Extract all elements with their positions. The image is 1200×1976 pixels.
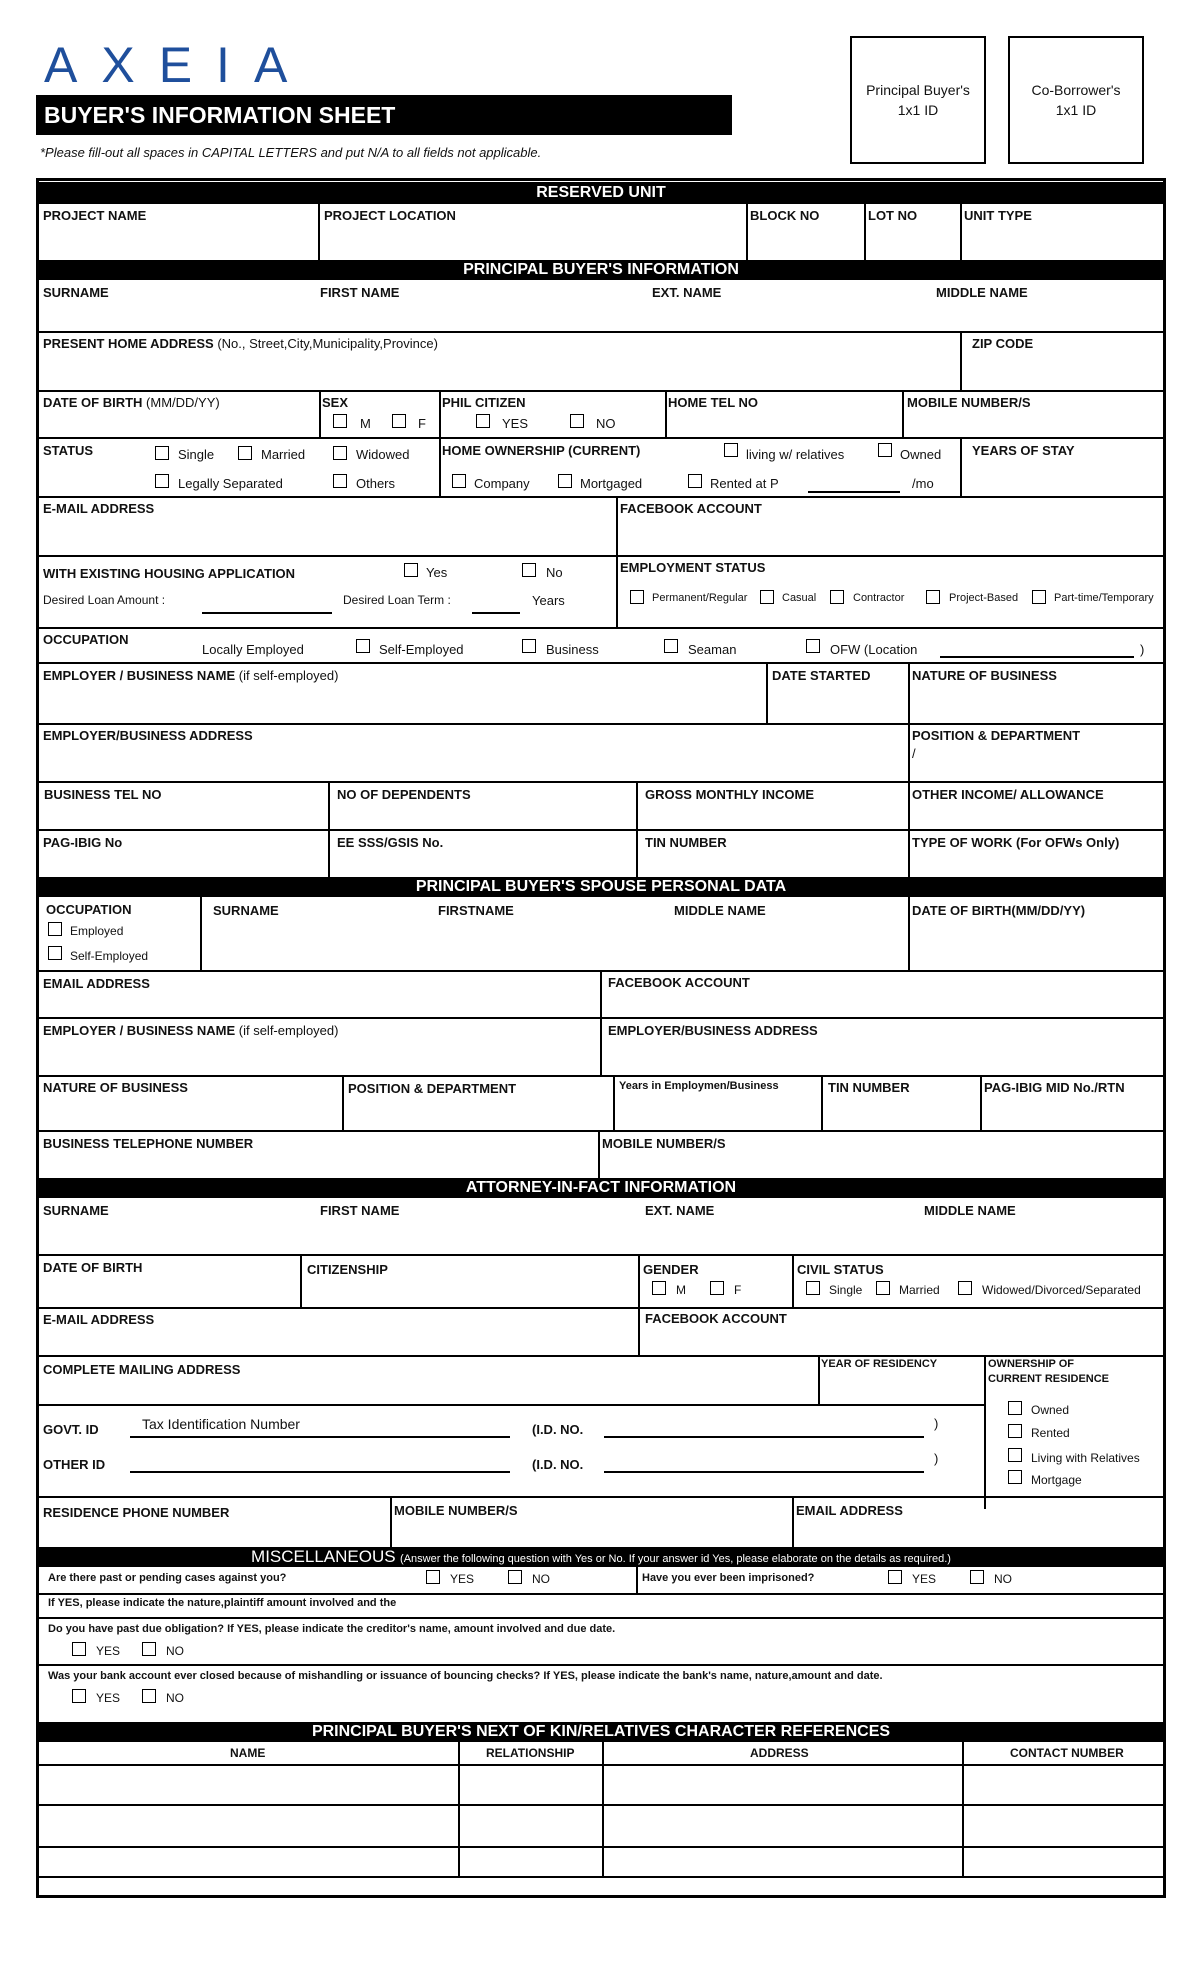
spouse-employed-label: Employed <box>70 924 124 938</box>
facebook-account-field[interactable]: FACEBOOK ACCOUNT <box>620 501 762 516</box>
residence-living-checkbox[interactable] <box>1008 1448 1022 1462</box>
home-tel-field[interactable]: HOME TEL NO <box>668 395 759 410</box>
per-month-label: /mo <box>912 476 934 491</box>
past-due-yes-label: YES <box>96 1644 121 1658</box>
occupation-business-checkbox[interactable] <box>522 639 536 653</box>
position-department-field[interactable]: POSITION & DEPARTMENT <box>912 728 1081 743</box>
citizen-yes-checkbox[interactable] <box>476 414 490 428</box>
spouse-employer-address-field[interactable]: EMPLOYER/BUSINESS ADDRESS <box>608 1023 818 1038</box>
spouse-years-employment-field[interactable]: Years in Employmen/Business <box>619 1080 779 1092</box>
photo-box-label: Principal Buyer's <box>866 82 970 98</box>
civil-single-label: Single <box>829 1283 863 1297</box>
section-reserved-unit: RESERVED UNIT <box>36 182 1166 204</box>
occupation-label: OCCUPATION <box>43 632 129 647</box>
ownership-owned-label: Owned <box>900 447 942 462</box>
sex-m-label: M <box>360 416 371 431</box>
other-id-line[interactable] <box>130 1471 510 1473</box>
cases-details-note: If YES, please indicate the nature,plaintiff amount involved and the <box>48 1597 397 1609</box>
attorney-facebook-field[interactable]: FACEBOOK ACCOUNT <box>645 1311 787 1326</box>
dependents-field[interactable]: NO OF DEPENDENTS <box>337 787 471 802</box>
employer-address-field[interactable]: EMPLOYER/BUSINESS ADDRESS <box>43 728 253 743</box>
form-instructions: *Please fill-out all spaces in CAPITAL LETTERS and put N/A to all fields not applicable. <box>40 145 542 160</box>
gross-income-field[interactable]: GROSS MONTHLY INCOME <box>645 787 815 802</box>
status-single-checkbox[interactable] <box>155 446 169 460</box>
status-legally-separated-label: Legally Separated <box>178 476 283 491</box>
spouse-mobile-field[interactable]: MOBILE NUMBER/S <box>602 1136 726 1151</box>
emp-permanent-checkbox[interactable] <box>630 590 644 604</box>
citizen-no-checkbox[interactable] <box>570 414 584 428</box>
residence-owned-label: Owned <box>1031 1403 1070 1417</box>
section-miscellaneous: MISCELLANEOUS (Answer the following question with Yes or No. If your answer id Yes, please elaborate on the details as required.) <box>36 1547 1166 1567</box>
emp-project-label: Project-Based <box>949 592 1019 604</box>
attorney-surname-field[interactable]: SURNAME <box>43 1203 109 1218</box>
surname-field[interactable]: SURNAME <box>43 285 109 300</box>
attorney-middle-name-field[interactable]: MIDDLE NAME <box>924 1203 1016 1218</box>
cases-yes-label: YES <box>450 1572 475 1586</box>
ofw-location-line[interactable] <box>940 656 1134 658</box>
business-tel-field[interactable]: BUSINESS TEL NO <box>44 787 162 802</box>
section-spouse: PRINCIPAL BUYER'S SPOUSE PERSONAL DATA <box>36 877 1166 897</box>
residence-rented-label: Rented <box>1031 1426 1070 1440</box>
residence-owned-checkbox[interactable] <box>1008 1401 1022 1415</box>
kin-row-2[interactable] <box>36 1846 1166 1848</box>
sss-gsis-field[interactable]: EE SSS/GSIS No. <box>337 835 444 850</box>
residence-living-label: Living with Relatives <box>1031 1451 1140 1465</box>
spouse-surname-field[interactable]: SURNAME <box>213 903 279 918</box>
sex-f-checkbox[interactable] <box>392 414 406 428</box>
misc-question-bank: Was your bank account ever closed because of mishandling or issuance of bouncing checks? If YES, please indicate the bank's name, nature,amount and date. <box>48 1670 883 1682</box>
status-single-label: Single <box>178 447 215 462</box>
housing-app-no-label: No <box>546 565 563 580</box>
spouse-pagibig-field[interactable]: PAG-IBIG MID No./RTN <box>984 1080 1125 1095</box>
co-borrower-photo-box[interactable] <box>1008 36 1144 164</box>
attorney-gender-f-checkbox[interactable] <box>710 1281 724 1295</box>
attorney-gender-f-label: F <box>734 1283 742 1297</box>
emp-project-checkbox[interactable] <box>926 590 940 604</box>
home-ownership-label: HOME OWNERSHIP (CURRENT) <box>442 443 641 458</box>
civil-married-checkbox[interactable] <box>876 1281 890 1295</box>
photo-box-size: 1x1 ID <box>1055 102 1097 118</box>
emp-contractor-label: Contractor <box>853 592 905 604</box>
attorney-dob-field[interactable]: DATE OF BIRTH <box>43 1260 143 1275</box>
kin-relationship-header: RELATIONSHIP <box>486 1746 575 1760</box>
emp-permanent-label: Permanent/Regular <box>652 592 748 604</box>
spouse-business-tel-field[interactable]: BUSINESS TELEPHONE NUMBER <box>43 1136 254 1151</box>
position-slash: / <box>912 746 916 761</box>
kin-row-3[interactable] <box>36 1876 1166 1878</box>
bank-yes-checkbox[interactable] <box>72 1689 86 1703</box>
bank-no-label: NO <box>166 1691 184 1705</box>
emp-casual-checkbox[interactable] <box>760 590 774 604</box>
status-widowed-checkbox[interactable] <box>333 446 347 460</box>
other-id-label: OTHER ID <box>43 1457 106 1472</box>
status-others-label: Others <box>356 476 396 491</box>
years-of-stay-field[interactable]: YEARS OF STAY <box>972 443 1075 458</box>
spouse-middle-name-field[interactable]: MIDDLE NAME <box>674 903 766 918</box>
past-due-no-checkbox[interactable] <box>142 1642 156 1656</box>
attorney-civil-status-label: CIVIL STATUS <box>797 1262 884 1277</box>
cases-yes-checkbox[interactable] <box>426 1570 440 1584</box>
ownership-company-label: Company <box>474 476 530 491</box>
employment-status-label: EMPLOYMENT STATUS <box>620 560 766 575</box>
zip-code-field[interactable]: ZIP CODE <box>972 336 1034 351</box>
spouse-dob-field[interactable]: DATE OF BIRTH(MM/DD/YY) <box>912 903 1086 918</box>
ofw-close-paren: ) <box>1140 642 1145 657</box>
loan-amount-line[interactable] <box>202 612 332 614</box>
section-principal-buyer: PRINCIPAL BUYER'S INFORMATION <box>36 260 1166 280</box>
civil-widowed-label: Widowed/Divorced/Separated <box>982 1283 1141 1297</box>
govt-id-no-label: (I.D. NO. <box>532 1422 584 1437</box>
emp-parttime-label: Part-time/Temporary <box>1054 592 1154 604</box>
spouse-email-field[interactable]: EMAIL ADDRESS <box>43 976 150 991</box>
attorney-gender-m-label: M <box>676 1283 686 1297</box>
misc-question-cases: Are there past or pending cases against you? <box>48 1572 287 1584</box>
spouse-firstname-field[interactable]: FIRSTNAME <box>438 903 514 918</box>
attorney-first-name-field[interactable]: FIRST NAME <box>320 1203 400 1218</box>
imprisoned-no-label: NO <box>994 1572 1012 1586</box>
occupation-ofw-checkbox[interactable] <box>806 639 820 653</box>
past-due-yes-checkbox[interactable] <box>72 1642 86 1656</box>
spouse-position-field[interactable]: POSITION & DEPARTMENT <box>348 1081 517 1096</box>
ownership-mortgaged-label: Mortgaged <box>580 476 643 491</box>
imprisoned-yes-label: YES <box>912 1572 937 1586</box>
ownership-relatives-checkbox[interactable] <box>724 443 738 457</box>
form-title: BUYER'S INFORMATION SHEET <box>36 95 732 135</box>
civil-single-checkbox[interactable] <box>806 1281 820 1295</box>
mailing-address-field[interactable]: COMPLETE MAILING ADDRESS <box>43 1362 241 1377</box>
housing-app-yes-checkbox[interactable] <box>404 563 418 577</box>
lot-no-field[interactable]: LOT NO <box>868 208 918 223</box>
sex-f-label: F <box>418 416 426 431</box>
cases-no-label: NO <box>532 1572 550 1586</box>
pagibig-field[interactable]: PAG-IBIG No <box>43 835 123 850</box>
govt-id-no-line[interactable] <box>604 1436 924 1438</box>
civil-widowed-checkbox[interactable] <box>958 1281 972 1295</box>
sex-m-checkbox[interactable] <box>333 414 347 428</box>
principal-buyer-photo-box[interactable] <box>850 36 986 164</box>
imprisoned-yes-checkbox[interactable] <box>888 1570 902 1584</box>
block-no-field[interactable]: BLOCK NO <box>750 208 820 223</box>
kin-contact-header: CONTACT NUMBER <box>1010 1746 1124 1760</box>
occupation-local-label: Locally Employed <box>202 642 304 657</box>
occupation-self-label: Self-Employed <box>379 642 464 657</box>
photo-box-label: Co-Borrower's <box>1031 82 1121 98</box>
residence-mortgage-checkbox[interactable] <box>1008 1470 1022 1484</box>
axeia-logo: AXEIA <box>44 37 312 93</box>
housing-application-label: WITH EXISTING HOUSING APPLICATION <box>43 566 296 581</box>
ownership-company-checkbox[interactable] <box>452 474 466 488</box>
attorney-email-address-field[interactable]: EMAIL ADDRESS <box>796 1503 903 1518</box>
status-widowed-label: Widowed <box>356 447 410 462</box>
spouse-employed-checkbox[interactable] <box>48 922 62 936</box>
attorney-ext-name-field[interactable]: EXT. NAME <box>645 1203 715 1218</box>
ownership-mortgaged-checkbox[interactable] <box>558 474 572 488</box>
status-others-checkbox[interactable] <box>333 474 347 488</box>
email-address-field[interactable]: E-MAIL ADDRESS <box>43 501 155 516</box>
loan-term-label: Desired Loan Term : <box>343 593 451 607</box>
attorney-gender-label: GENDER <box>643 1262 699 1277</box>
section-next-of-kin: PRINCIPAL BUYER'S NEXT OF KIN/RELATIVES CHARACTER REFERENCES <box>36 1722 1166 1742</box>
imprisoned-no-checkbox[interactable] <box>970 1570 984 1584</box>
first-name-field[interactable]: FIRST NAME <box>320 285 400 300</box>
spouse-occupation-label: OCCUPATION <box>46 902 132 917</box>
kin-row-1[interactable] <box>36 1804 1166 1806</box>
sex-label: SEX <box>322 395 349 410</box>
govt-id-label: GOVT. ID <box>43 1422 99 1437</box>
spouse-employer-name-field[interactable]: EMPLOYER / BUSINESS NAME (if self-employed) <box>43 1023 339 1038</box>
home-address-field[interactable]: PRESENT HOME ADDRESS (No., Street,City,Municipality,Province) <box>43 336 438 351</box>
rent-amount-line[interactable] <box>808 491 900 493</box>
other-id-no-label: (I.D. NO. <box>532 1457 584 1472</box>
loan-amount-label: Desired Loan Amount : <box>43 593 166 607</box>
phil-citizen-label: PHIL CITIZEN <box>442 395 526 410</box>
middle-name-field[interactable]: MIDDLE NAME <box>936 285 1028 300</box>
nature-of-business-field[interactable]: NATURE OF BUSINESS <box>912 668 1057 683</box>
ext-name-field[interactable]: EXT. NAME <box>652 285 722 300</box>
ownership-rented-label: Rented at P <box>710 476 779 491</box>
project-location-field[interactable]: PROJECT LOCATION <box>324 208 456 223</box>
govt-id-close-paren: ) <box>934 1416 939 1431</box>
occupation-business-label: Business <box>546 642 599 657</box>
loan-term-line[interactable] <box>472 612 520 614</box>
ownership-residence-label-1: OWNERSHIP OF <box>988 1358 1074 1370</box>
years-label: Years <box>532 593 565 608</box>
occupation-seaman-checkbox[interactable] <box>664 639 678 653</box>
attorney-citizenship-field[interactable]: CITIZENSHIP <box>307 1262 388 1277</box>
status-legally-separated-checkbox[interactable] <box>155 474 169 488</box>
date-of-birth-field[interactable]: DATE OF BIRTH (MM/DD/YY) <box>43 395 220 410</box>
residence-mortgage-label: Mortgage <box>1031 1473 1082 1487</box>
housing-app-no-checkbox[interactable] <box>522 563 536 577</box>
ownership-rented-checkbox[interactable] <box>688 474 702 488</box>
emp-contractor-checkbox[interactable] <box>830 590 844 604</box>
type-of-work-field[interactable]: TYPE OF WORK (For OFWs Only) <box>912 835 1120 850</box>
kin-address-header: ADDRESS <box>750 1746 809 1760</box>
spouse-facebook-field[interactable]: FACEBOOK ACCOUNT <box>608 975 750 990</box>
other-id-no-line[interactable] <box>604 1471 924 1473</box>
attorney-email-field[interactable]: E-MAIL ADDRESS <box>43 1312 155 1327</box>
unit-type-field[interactable]: UNIT TYPE <box>964 208 1032 223</box>
emp-parttime-checkbox[interactable] <box>1032 590 1046 604</box>
tin-field[interactable]: TIN NUMBER <box>645 835 727 850</box>
spouse-tin-field[interactable]: TIN NUMBER <box>828 1080 910 1095</box>
bank-yes-label: YES <box>96 1691 121 1705</box>
cases-no-checkbox[interactable] <box>508 1570 522 1584</box>
spouse-nature-business-field[interactable]: NATURE OF BUSINESS <box>43 1080 188 1095</box>
spouse-self-employed-checkbox[interactable] <box>48 946 62 960</box>
ownership-owned-checkbox[interactable] <box>878 443 892 457</box>
ownership-relatives-label: living w/ relatives <box>746 447 845 462</box>
spouse-self-employed-label: Self-Employed <box>70 949 149 963</box>
other-income-field[interactable]: OTHER INCOME/ ALLOWANCE <box>912 787 1104 802</box>
misc-question-imprisoned: Have you ever been imprisoned? <box>642 1572 815 1584</box>
status-married-label: Married <box>261 447 306 462</box>
attorney-mobile-field[interactable]: MOBILE NUMBER/S <box>394 1503 518 1518</box>
residence-rented-checkbox[interactable] <box>1008 1424 1022 1438</box>
misc-question-past-due: Do you have past due obligation? If YES, please indicate the creditor's name, amount involved and due date. <box>48 1623 616 1635</box>
govt-id-value[interactable]: Tax Identification Number <box>142 1416 300 1432</box>
section-attorney: ATTORNEY-IN-FACT INFORMATION <box>36 1178 1166 1198</box>
attorney-gender-m-checkbox[interactable] <box>652 1281 666 1295</box>
citizen-no-label: NO <box>596 416 616 431</box>
date-started-field[interactable]: DATE STARTED <box>772 668 871 683</box>
year-of-residency-field[interactable]: YEAR OF RESIDENCY <box>821 1358 938 1370</box>
emp-casual-label: Casual <box>782 592 817 604</box>
occupation-seaman-label: Seaman <box>688 642 737 657</box>
employer-name-field[interactable]: EMPLOYER / BUSINESS NAME (if self-employed) <box>43 668 339 683</box>
status-married-checkbox[interactable] <box>238 446 252 460</box>
past-due-no-label: NO <box>166 1644 184 1658</box>
ownership-residence-label-2: CURRENT RESIDENCE <box>988 1373 1110 1385</box>
housing-app-yes-label: Yes <box>426 565 448 580</box>
status-label: STATUS <box>43 443 94 458</box>
kin-name-header: NAME <box>230 1746 266 1760</box>
photo-box-size: 1x1 ID <box>897 102 939 118</box>
project-name-field[interactable]: PROJECT NAME <box>43 208 147 223</box>
occupation-self-checkbox[interactable] <box>356 639 370 653</box>
occupation-ofw-label: OFW (Location <box>830 642 918 657</box>
bank-no-checkbox[interactable] <box>142 1689 156 1703</box>
civil-married-label: Married <box>899 1283 940 1297</box>
citizen-yes-label: YES <box>502 416 529 431</box>
mobile-number-field[interactable]: MOBILE NUMBER/S <box>907 395 1031 410</box>
other-id-close-paren: ) <box>934 1451 939 1466</box>
residence-phone-field[interactable]: RESIDENCE PHONE NUMBER <box>43 1505 230 1520</box>
